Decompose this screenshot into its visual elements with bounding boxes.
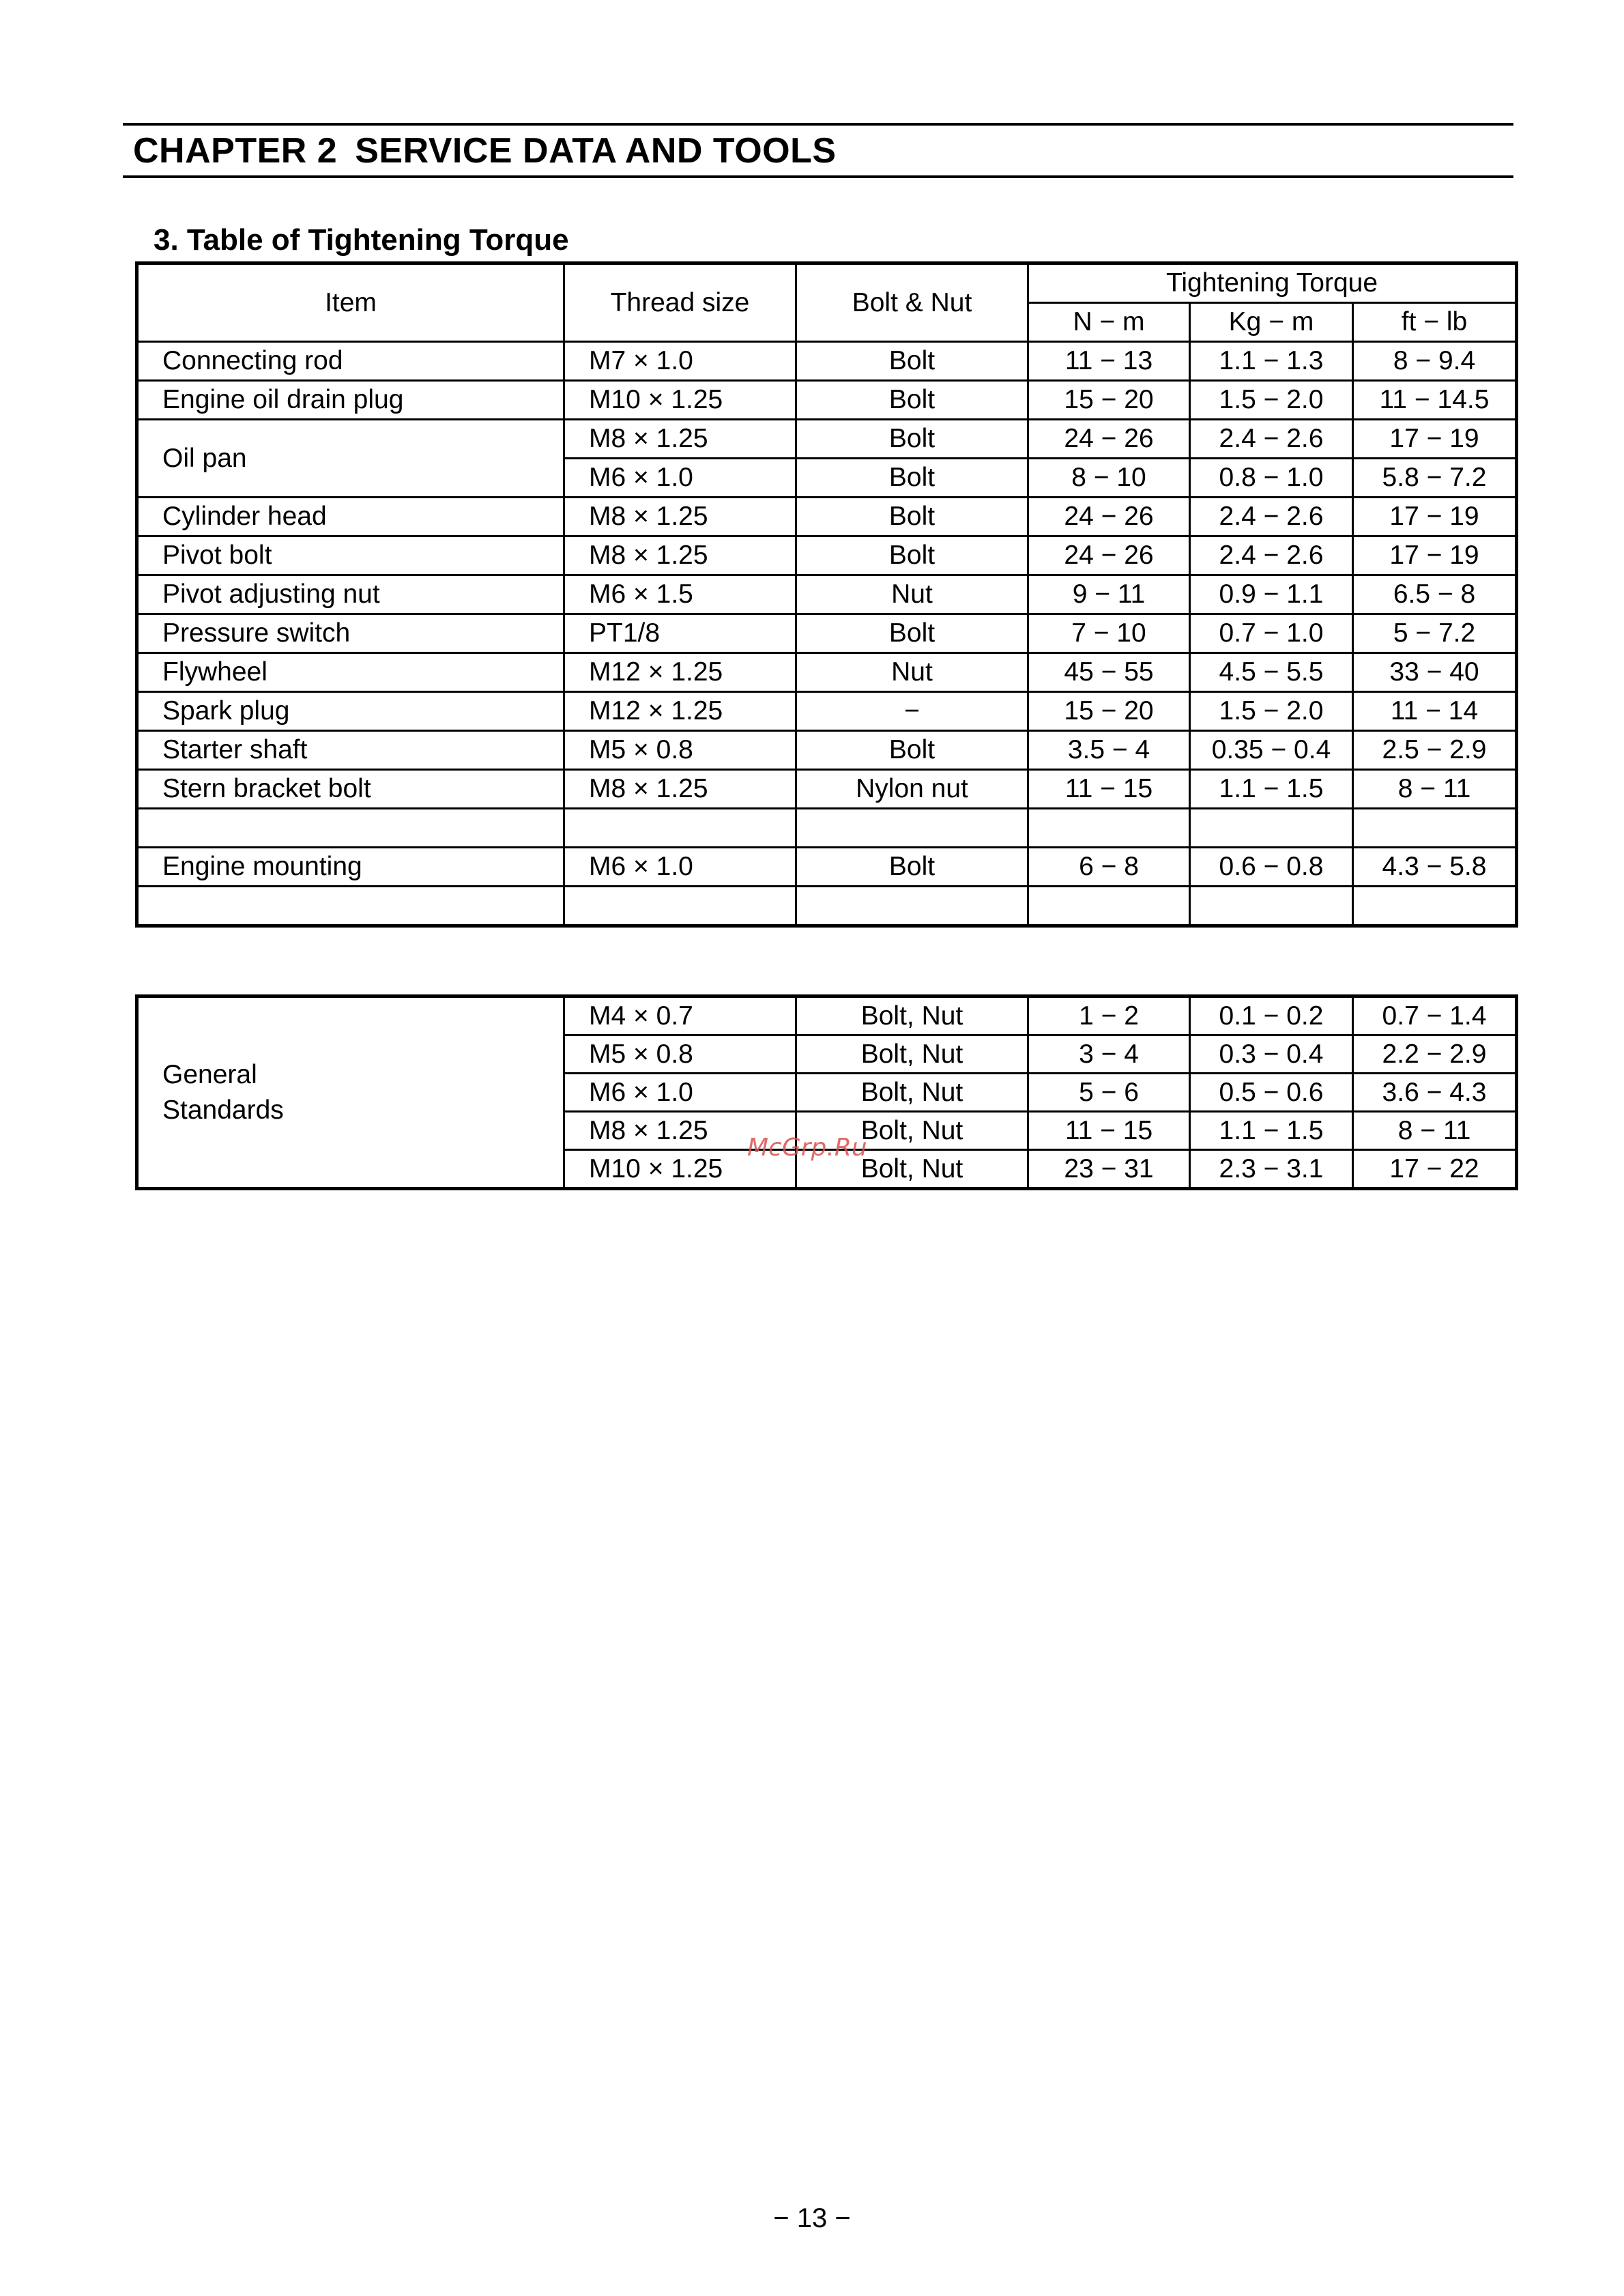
cell-kgm bbox=[1190, 887, 1353, 926]
table-row bbox=[137, 653, 1517, 692]
cell-thread bbox=[564, 887, 796, 926]
cell-thread: M8 × 1.25 bbox=[564, 1112, 796, 1150]
general-standards-label bbox=[137, 996, 564, 1189]
cell-kgm: 1.1 − 1.5 bbox=[1190, 1112, 1353, 1150]
cell-nm: 8 − 10 bbox=[1028, 459, 1190, 498]
cell-type: Bolt bbox=[796, 848, 1028, 887]
cell-kgm: 0.6 − 0.8 bbox=[1190, 848, 1353, 887]
cell-type: Nylon nut bbox=[796, 770, 1028, 809]
cell-kgm: 2.4 − 2.6 bbox=[1190, 498, 1353, 536]
cell-item: Oil pan bbox=[137, 420, 564, 498]
cell-nm: 6 − 8 bbox=[1028, 848, 1190, 887]
page-number: − 13 − bbox=[773, 2203, 851, 2233]
cell-kgm: 2.4 − 2.6 bbox=[1190, 536, 1353, 575]
cell-thread: M10 × 1.25 bbox=[564, 381, 796, 420]
cell-nm: 15 − 20 bbox=[1028, 692, 1190, 731]
table-row bbox=[137, 498, 1517, 536]
header-rule-top bbox=[123, 123, 1513, 126]
cell-type: Bolt, Nut bbox=[796, 1074, 1028, 1112]
torque-table bbox=[135, 261, 1518, 928]
cell-ftlb: 5 − 7.2 bbox=[1353, 614, 1517, 653]
header-item: Item bbox=[137, 263, 564, 342]
cell-item: Starter shaft bbox=[137, 731, 564, 770]
cell-type: Bolt bbox=[796, 536, 1028, 575]
chapter-name: SERVICE DATA AND TOOLS bbox=[355, 131, 837, 171]
cell-type: Bolt, Nut bbox=[796, 1035, 1028, 1074]
cell-item: Pivot bolt bbox=[137, 536, 564, 575]
cell-kgm: 0.8 − 1.0 bbox=[1190, 459, 1353, 498]
cell-thread: M5 × 0.8 bbox=[564, 1035, 796, 1074]
cell-nm: 24 − 26 bbox=[1028, 536, 1190, 575]
cell-item bbox=[137, 887, 564, 926]
table-row-empty bbox=[137, 809, 1517, 848]
cell-ftlb: 17 − 19 bbox=[1353, 420, 1517, 459]
cell-kgm: 0.35 − 0.4 bbox=[1190, 731, 1353, 770]
cell-ftlb: 0.7 − 1.4 bbox=[1353, 996, 1517, 1035]
cell-thread: M6 × 1.0 bbox=[564, 848, 796, 887]
cell-item: Pressure switch bbox=[137, 614, 564, 653]
cell-type: − bbox=[796, 692, 1028, 731]
header-tightening-torque: Tightening Torque bbox=[1028, 263, 1517, 303]
header-bolt-nut: Bolt & Nut bbox=[796, 263, 1028, 342]
chapter-number: CHAPTER 2 bbox=[133, 131, 338, 171]
cell-ftlb: 6.5 − 8 bbox=[1353, 575, 1517, 614]
cell-item: Stern bracket bolt bbox=[137, 770, 564, 809]
cell-ftlb: 3.6 − 4.3 bbox=[1353, 1074, 1517, 1112]
cell-thread: M6 × 1.5 bbox=[564, 575, 796, 614]
cell-thread: M8 × 1.25 bbox=[564, 536, 796, 575]
cell-thread: M8 × 1.25 bbox=[564, 770, 796, 809]
cell-item: Pivot adjusting nut bbox=[137, 575, 564, 614]
cell-kgm: 1.5 − 2.0 bbox=[1190, 381, 1353, 420]
cell-type bbox=[796, 809, 1028, 848]
cell-kgm bbox=[1190, 809, 1353, 848]
cell-nm: 3.5 − 4 bbox=[1028, 731, 1190, 770]
cell-nm bbox=[1028, 887, 1190, 926]
cell-nm: 23 − 31 bbox=[1028, 1150, 1190, 1189]
header-kgm: Kg − m bbox=[1190, 303, 1353, 342]
table-row bbox=[137, 614, 1517, 653]
cell-thread: M12 × 1.25 bbox=[564, 692, 796, 731]
watermark: McGrp.Ru bbox=[747, 1134, 867, 1162]
cell-ftlb: 2.2 − 2.9 bbox=[1353, 1035, 1517, 1074]
cell-type: Bolt bbox=[796, 731, 1028, 770]
cell-kgm: 1.5 − 2.0 bbox=[1190, 692, 1353, 731]
cell-kgm: 2.3 − 3.1 bbox=[1190, 1150, 1353, 1189]
table-row bbox=[137, 731, 1517, 770]
cell-kgm: 0.7 − 1.0 bbox=[1190, 614, 1353, 653]
cell-thread: M12 × 1.25 bbox=[564, 653, 796, 692]
cell-nm: 7 − 10 bbox=[1028, 614, 1190, 653]
cell-nm: 11 − 13 bbox=[1028, 342, 1190, 381]
cell-ftlb: 33 − 40 bbox=[1353, 653, 1517, 692]
cell-kgm: 4.5 − 5.5 bbox=[1190, 653, 1353, 692]
cell-item: Engine oil drain plug bbox=[137, 381, 564, 420]
general-label-line2: Standards bbox=[162, 1095, 284, 1125]
table-row bbox=[137, 342, 1517, 381]
table-row-empty bbox=[137, 887, 1517, 926]
table-row bbox=[137, 770, 1517, 809]
table-row bbox=[137, 996, 1517, 1035]
cell-type: Bolt, Nut bbox=[796, 1150, 1028, 1189]
cell-nm: 24 − 26 bbox=[1028, 420, 1190, 459]
cell-thread: M8 × 1.25 bbox=[564, 420, 796, 459]
cell-nm: 45 − 55 bbox=[1028, 653, 1190, 692]
cell-thread: M4 × 0.7 bbox=[564, 996, 796, 1035]
cell-thread: PT1/8 bbox=[564, 614, 796, 653]
cell-item: Engine mounting bbox=[137, 848, 564, 887]
cell-kgm: 1.1 − 1.5 bbox=[1190, 770, 1353, 809]
table-row bbox=[137, 575, 1517, 614]
cell-nm: 3 − 4 bbox=[1028, 1035, 1190, 1074]
cell-ftlb: 4.3 − 5.8 bbox=[1353, 848, 1517, 887]
cell-nm bbox=[1028, 809, 1190, 848]
cell-ftlb bbox=[1353, 887, 1517, 926]
cell-type: Bolt bbox=[796, 459, 1028, 498]
cell-kgm: 0.5 − 0.6 bbox=[1190, 1074, 1353, 1112]
cell-type: Nut bbox=[796, 653, 1028, 692]
cell-nm: 11 − 15 bbox=[1028, 1112, 1190, 1150]
cell-type: Bolt bbox=[796, 420, 1028, 459]
table-row bbox=[137, 692, 1517, 731]
cell-type: Bolt, Nut bbox=[796, 1112, 1028, 1150]
cell-kgm: 2.4 − 2.6 bbox=[1190, 420, 1353, 459]
cell-type: Bolt, Nut bbox=[796, 996, 1028, 1035]
header-rule-bottom bbox=[123, 175, 1513, 178]
general-label-line1: General bbox=[162, 1059, 257, 1089]
cell-item: Connecting rod bbox=[137, 342, 564, 381]
chapter-title bbox=[133, 127, 837, 175]
table-row bbox=[137, 381, 1517, 420]
cell-ftlb: 8 − 9.4 bbox=[1353, 342, 1517, 381]
table-row bbox=[137, 536, 1517, 575]
cell-kgm: 0.3 − 0.4 bbox=[1190, 1035, 1353, 1074]
cell-nm: 11 − 15 bbox=[1028, 770, 1190, 809]
cell-ftlb: 17 − 22 bbox=[1353, 1150, 1517, 1189]
cell-thread: M6 × 1.0 bbox=[564, 459, 796, 498]
cell-type: Bolt bbox=[796, 498, 1028, 536]
section-title: 3. Table of Tightening Torque bbox=[154, 223, 569, 257]
cell-item: Cylinder head bbox=[137, 498, 564, 536]
cell-kgm: 0.1 − 0.2 bbox=[1190, 996, 1353, 1035]
header-ftlb: ft − lb bbox=[1353, 303, 1517, 342]
cell-ftlb: 2.5 − 2.9 bbox=[1353, 731, 1517, 770]
header-nm: N − m bbox=[1028, 303, 1190, 342]
cell-type: Nut bbox=[796, 575, 1028, 614]
cell-ftlb: 17 − 19 bbox=[1353, 498, 1517, 536]
cell-ftlb: 8 − 11 bbox=[1353, 1112, 1517, 1150]
cell-ftlb: 11 − 14 bbox=[1353, 692, 1517, 731]
cell-thread: M6 × 1.0 bbox=[564, 1074, 796, 1112]
cell-ftlb: 5.8 − 7.2 bbox=[1353, 459, 1517, 498]
cell-nm: 24 − 26 bbox=[1028, 498, 1190, 536]
cell-nm: 9 − 11 bbox=[1028, 575, 1190, 614]
cell-kgm: 1.1 − 1.3 bbox=[1190, 342, 1353, 381]
cell-thread: M10 × 1.25 bbox=[564, 1150, 796, 1189]
cell-type: Bolt bbox=[796, 614, 1028, 653]
cell-nm: 1 − 2 bbox=[1028, 996, 1190, 1035]
table-row bbox=[137, 420, 1517, 459]
header-thread-size: Thread size bbox=[564, 263, 796, 342]
cell-ftlb bbox=[1353, 809, 1517, 848]
cell-item: Spark plug bbox=[137, 692, 564, 731]
cell-thread: M5 × 0.8 bbox=[564, 731, 796, 770]
cell-type: Bolt bbox=[796, 342, 1028, 381]
cell-thread bbox=[564, 809, 796, 848]
cell-type: Bolt bbox=[796, 381, 1028, 420]
cell-ftlb: 11 − 14.5 bbox=[1353, 381, 1517, 420]
cell-type bbox=[796, 887, 1028, 926]
cell-ftlb: 8 − 11 bbox=[1353, 770, 1517, 809]
cell-nm: 15 − 20 bbox=[1028, 381, 1190, 420]
cell-kgm: 0.9 − 1.1 bbox=[1190, 575, 1353, 614]
cell-thread: M8 × 1.25 bbox=[564, 498, 796, 536]
cell-ftlb: 17 − 19 bbox=[1353, 536, 1517, 575]
cell-item bbox=[137, 809, 564, 848]
cell-item: Flywheel bbox=[137, 653, 564, 692]
cell-nm: 5 − 6 bbox=[1028, 1074, 1190, 1112]
cell-thread: M7 × 1.0 bbox=[564, 342, 796, 381]
table-row bbox=[137, 848, 1517, 887]
